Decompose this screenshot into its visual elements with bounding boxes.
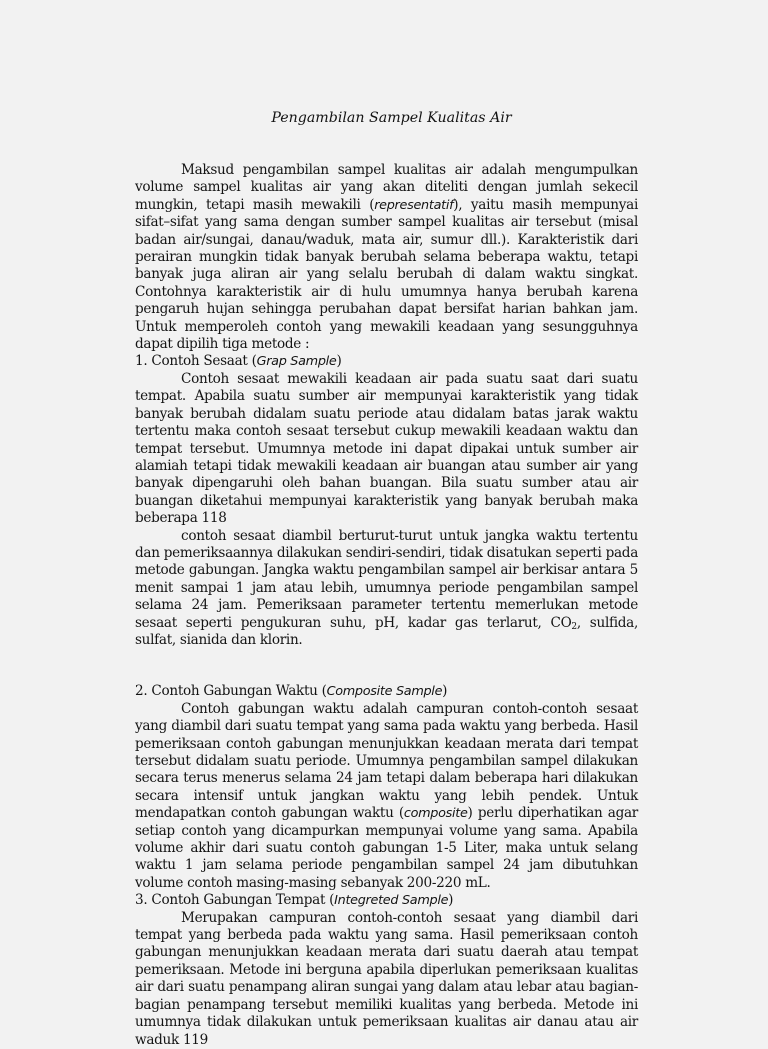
document-title: Pengambilan Sampel Kualitas Air [271, 110, 512, 126]
section2-text-1: Contoh gabungan waktu adalah campuran contoh-contoh sesaat yang diambil dari suatu tempat yang sama pada waktu yang berbeda. Hasil pemeriksaan contoh gabungan menunjukkan keadaan merata dari tempat tersebut didalam suatu periode. Umumnya pengambilan sampel dilakukan secara terus menerus selama 24 jam tetapi dalam beberapa hari dilakukan secara intensif untuk jangkan waktu yang lebih pendek. Untuk mendapatkan contoh gabungan waktu ( [135, 700, 638, 822]
section1-paragraph-2-text-2: , sulfida, sulfat, sianida dan klorin. [135, 614, 638, 648]
section3-paragraph: Merupakan campuran contoh-contoh sesaat yang diambil dari tempat yang berbeda pada waktu yang sama. Hasil pemeriksaan contoh gabungan menunjukkan keadaan merata dari suatu daerah atau tempat pemeriksaan. Metode ini berguna apabila diperlukan pemeriksaan kualitas air dari suatu penampang aliran sungai yang dalam atau lebar atau bagian-bagian penampang tersebut memiliki kualitas yang berbeda. Metode ini umumnya tidak dilakukan untuk pemeriksaan kualitas air danau atau air waduk 119 [135, 909, 638, 1048]
section3-heading-prefix: 3. Contoh Gabungan Tempat ( [135, 892, 335, 909]
section2-heading [135, 683, 638, 700]
section1-paragraph-2 [135, 528, 638, 650]
section2-paragraph [135, 701, 638, 892]
section2-heading-italic: Composite Sample [326, 684, 443, 700]
intro-italic-term: representatif [374, 197, 454, 213]
section3-heading [135, 892, 638, 909]
intro-text-1: Maksud pengambilan sampel kualitas air adalah mengumpulkan volume sampel kualitas air yang akan diteliti dengan jumlah sekecil mungkin, tetapi masih mewakili ( [135, 162, 638, 213]
section1-paragraph-2-text-1: contoh sesaat diambil berturut-turut untuk jangka waktu tertentu dan pemeriksaannya dilakukan sendiri-sendiri, tidak disatukan seperti pada metode gabungan. Jangka waktu pengambilan sampel air berkisar antara 5 menit sampai 1 jam atau lebih, umumnya periode pengambilan sampel selama 24 jam. Pemeriksaan parameter tertentu memerlukan metode sesaat seperti pengukuran suhu, pH, kadar gas terlarut, CO [135, 527, 638, 631]
section1-heading-prefix: 1. Contoh Sesaat ( [135, 353, 257, 370]
section2-heading-suffix: ) [442, 683, 448, 700]
section2-text-2: ) perlu diperhatikan agar setiap contoh yang dicampurkan mempunyai volume yang sama. Apabila volume akhir dari suatu contoh gabungan 1-5 Liter, maka untuk selang waktu 1 jam selama periode pengambilan sampel 24 jam dibutuhkan volume contoh masing-masing sebanyak 200-220 mL. [135, 805, 638, 891]
section2-heading-prefix: 2. Contoh Gabungan Waktu ( [135, 683, 327, 700]
section1-paragraph-1: Contoh sesaat mewakili keadaan air pada suatu saat dari suatu tempat. Apabila suatu sumber air mempunyai karakteristik yang tidak banyak berubah didalam suatu periode atau didalam batas jarak waktu tertentu maka contoh sesaat tersebut cukup mewakili keadaan waktu dan tempat tersebut. Umumnya metode ini dapat dipakai untuk sumber air alamiah tetapi tidak mewakili keadaan air buangan atau sumber air yang banyak dipengaruhi oleh bahan buangan. Bila suatu sumber atau air buangan diketahui mempunyai karakteristik yang banyak berubah maka beberapa 118 [135, 370, 638, 527]
section3-heading-suffix: ) [448, 892, 454, 909]
section1-heading-italic: Grap Sample [256, 354, 337, 370]
intro-paragraph [135, 162, 638, 353]
co2-subscript: 2 [571, 621, 577, 632]
section-spacer [135, 649, 638, 683]
section1-heading-suffix: ) [336, 353, 342, 370]
document-body [135, 162, 638, 1049]
section2-italic-term: composite [403, 806, 468, 822]
section1-heading [135, 353, 638, 370]
section3-heading-italic: Integreted Sample [334, 893, 449, 909]
intro-text-2: ), yaitu masih mempunyai sifat–sifat yang sama dengan sumber sampel kualitas air tersebut (misal badan air/sungai, danau/waduk, mata air, sumur dll.). Karakteristik dari perairan mungkin tidak banyak berubah selama beberapa waktu, tetapi banyak juga aliran air yang selalu berubah di dalam waktu singkat. Contohnya karakteristik air di hulu umumnya hanya berubah karena pengaruh hujan sehingga perubahan dapat bersifat harian bahkan jam. Untuk memperoleh contoh yang mewakili keadaan yang sesungguhnya dapat dipilih tiga metode : [135, 196, 638, 353]
